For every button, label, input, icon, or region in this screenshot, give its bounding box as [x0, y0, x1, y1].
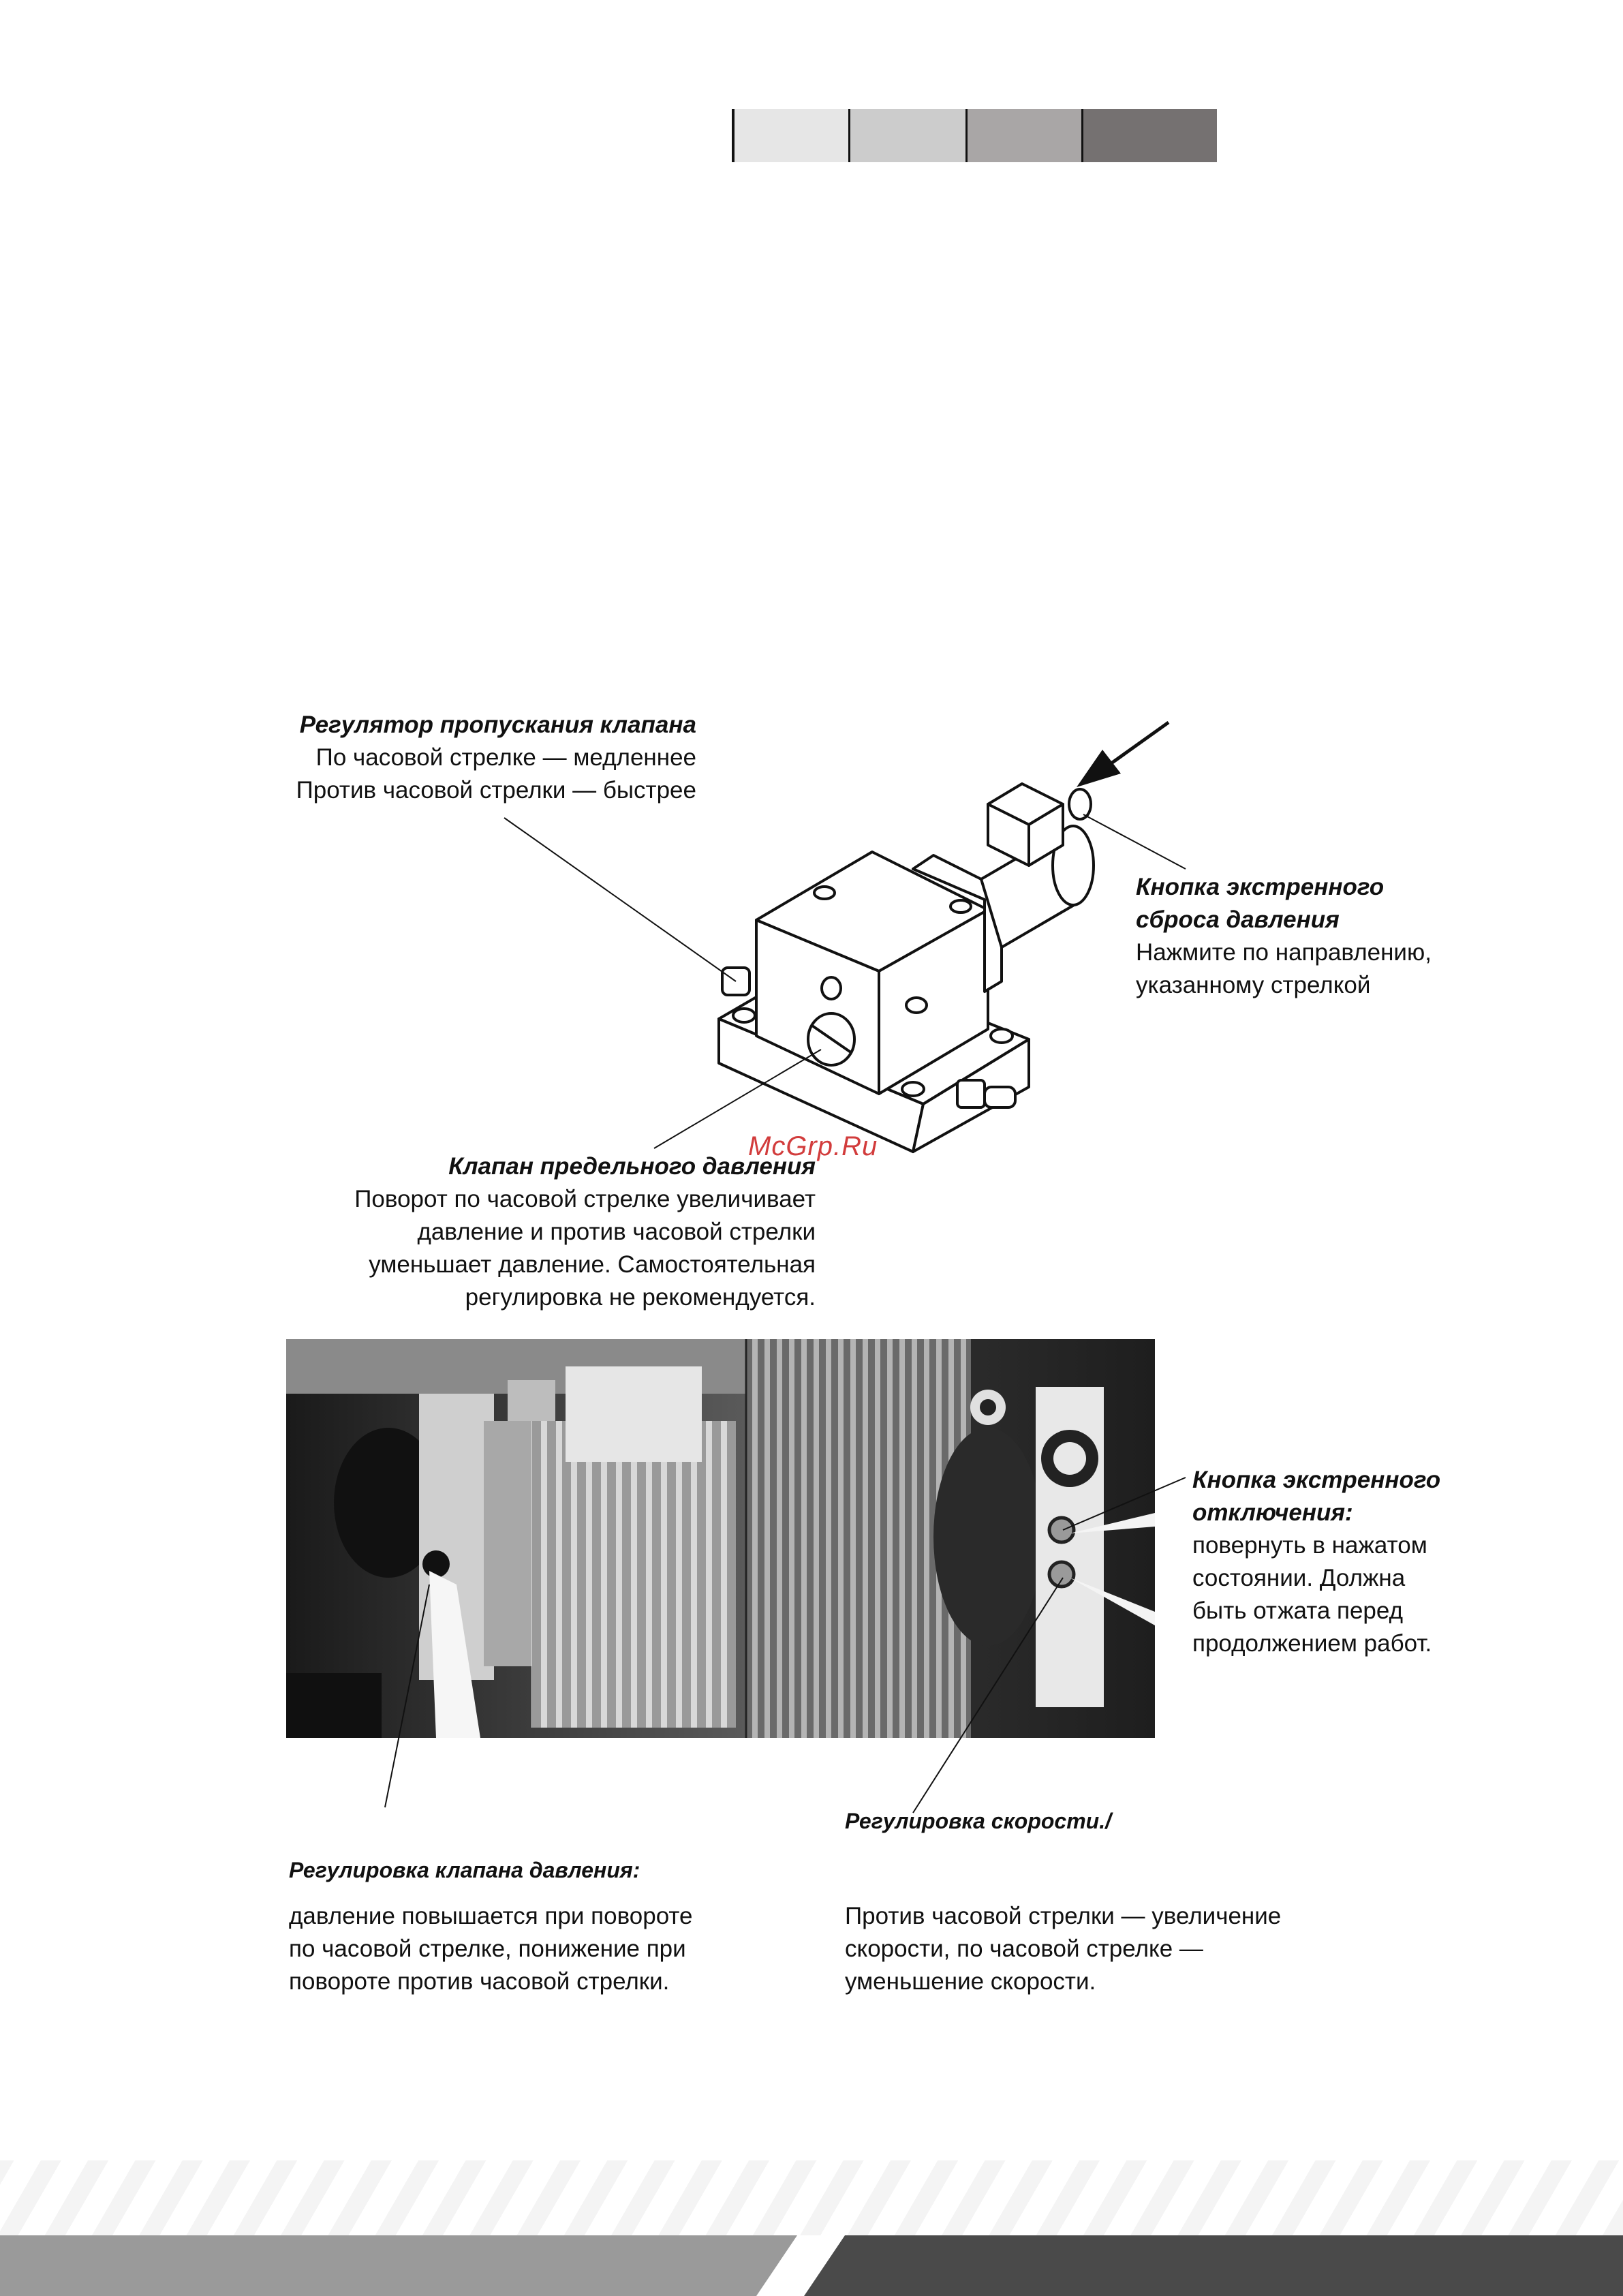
limit-valve-line3: уменьшает давление. Самостоятельная	[369, 1251, 816, 1278]
pressure-valve-adjust-line2: по часовой стрелке, понижение при	[289, 1935, 686, 1962]
footer-stripes	[0, 2160, 1623, 2235]
valve-regulator-title: Регулятор пропускания клапана	[299, 711, 696, 738]
footer-bar	[0, 2235, 1623, 2296]
speed-adjust-title: Регулировка скорости./	[845, 1809, 1111, 1833]
limit-valve-line2: давление и против часовой стрелки	[417, 1219, 816, 1245]
speed-adjust-line1: Против часовой стрелки — увеличение	[845, 1903, 1282, 1929]
emergency-stop-line4: продолжением работ.	[1192, 1630, 1432, 1657]
pressure-valve-adjust-title: Регулировка клапана давления:	[289, 1858, 640, 1882]
limit-valve-line4: регулировка не рекомендуется.	[465, 1284, 816, 1311]
pressure-valve-adjust-line1: давление повышается при повороте	[289, 1903, 693, 1929]
limit-valve-title: Клапан предельного давления	[448, 1153, 816, 1180]
emergency-stop-line3: быть отжата перед	[1192, 1597, 1404, 1624]
emergency-release-line2: указанному стрелкой	[1136, 972, 1371, 998]
pressure-valve-adjust-line3: повороте против часовой стрелки.	[289, 1968, 670, 1995]
emergency-stop-title2: отключения:	[1192, 1499, 1353, 1526]
speed-adjust-line3: уменьшение скорости.	[845, 1968, 1096, 1995]
emergency-stop-line2: состоянии. Должна	[1192, 1565, 1406, 1591]
valve-regulator-line2: Против часовой стрелки — быстрее	[296, 777, 696, 803]
watermark: McGrp.Ru	[748, 1131, 878, 1161]
emergency-release-title1: Кнопка экстренного	[1136, 874, 1385, 900]
valve-regulator-line1: По часовой стрелке — медленнее	[315, 744, 696, 771]
emergency-stop-line1: повернуть в нажатом	[1192, 1532, 1427, 1559]
emergency-release-line1: Нажмите по направлению,	[1136, 939, 1432, 966]
limit-valve-line1: Поворот по часовой стрелке увеличивает	[354, 1186, 816, 1212]
emergency-release-title2: сброса давления	[1136, 906, 1340, 933]
speed-adjust-line2: скорости, по часовой стрелке —	[845, 1935, 1203, 1962]
emergency-stop-title1: Кнопка экстренного	[1192, 1467, 1441, 1493]
